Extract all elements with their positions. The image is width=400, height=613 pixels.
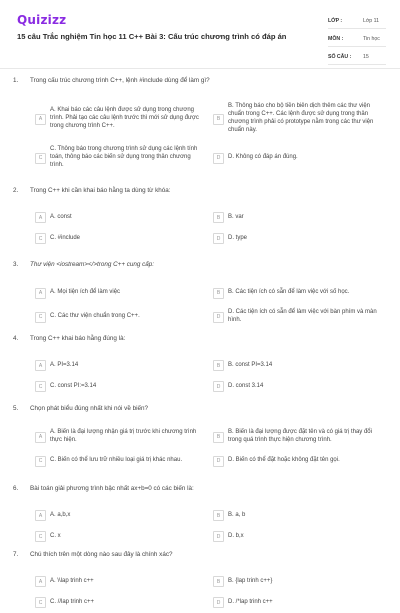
question-number: 7. <box>13 551 19 558</box>
meta-box <box>328 13 386 67</box>
question-header <box>0 551 400 571</box>
option-d[interactable] <box>213 305 390 329</box>
question-text: Thư viện <iostream></>trong C++ cung cấp: <box>30 261 155 268</box>
option-letter: B <box>213 212 224 223</box>
option-d[interactable] <box>213 592 390 613</box>
question-number: 5. <box>13 405 19 412</box>
question-text: Bài toán giải phương trình bậc nhất ax+b=0 có các biến là: <box>30 485 194 492</box>
option-letter: B <box>213 576 224 587</box>
option-letter: A <box>35 432 46 443</box>
question-text: Trong C++ khai báo hằng đúng là: <box>30 335 126 342</box>
option-letter: C <box>35 153 46 164</box>
options <box>35 571 390 613</box>
option-d[interactable] <box>213 526 390 547</box>
option-text: B. const PI=3.14 <box>228 361 273 368</box>
option-b[interactable] <box>213 97 390 141</box>
option-text: D. Các tiện ích có sẵn để làm việc với bàn phím và màn hình. <box>228 309 377 323</box>
option-text: C. //lap trinh c++ <box>50 598 95 605</box>
meta-value: 15 <box>363 53 369 60</box>
option-c[interactable] <box>35 228 213 249</box>
option-letter: A <box>35 576 46 587</box>
option-a[interactable] <box>35 505 213 526</box>
meta-label: SỐ CÂU : <box>328 53 352 60</box>
question-7 <box>0 551 400 611</box>
meta-value: Lớp 11 <box>363 17 379 24</box>
option-letter: D <box>213 153 224 164</box>
page-title: 15 câu Trắc nghiệm Tin học 11 C++ Bài 3: Cấu trúc chương trình có đáp án <box>17 32 287 41</box>
option-text: B. {lap trinh c++} <box>228 577 273 584</box>
option-c[interactable] <box>35 449 213 473</box>
question-text: Chú thích trên một dòng nào sau đây là chính xác? <box>30 551 173 558</box>
option-text: B. Các tiện ích có sẵn để làm việc với số học. <box>228 289 350 296</box>
question-1 <box>0 77 400 187</box>
question-number: 6. <box>13 485 19 492</box>
option-text: B. Thông báo cho bộ tiền biên dịch thêm các thư viện chuẩn trong C++. Các lệnh được sử dụng trong thân chương trình phải có prototype nằm trong các thư viện chuẩn này. <box>228 103 374 133</box>
question-3 <box>0 261 400 335</box>
option-text: C. Các thư viện chuẩn trong C++. <box>50 313 140 320</box>
option-d[interactable] <box>213 141 390 175</box>
meta-label: MÔN : <box>328 35 344 42</box>
option-letter: D <box>213 531 224 542</box>
question-4 <box>0 335 400 405</box>
option-letter: D <box>213 597 224 608</box>
question-number: 3. <box>13 261 19 268</box>
option-letter: B <box>213 510 224 521</box>
question-text: Chọn phát biểu đúng nhất khi nói về biến? <box>30 405 148 412</box>
option-letter: C <box>35 456 46 467</box>
meta-value: Tin học <box>363 35 380 42</box>
meta-label: LỚP : <box>328 17 343 24</box>
option-text: A. Biến là đại lượng nhận giá trị trước khi chương trình thực hiện. <box>50 429 197 443</box>
option-d[interactable] <box>213 228 390 249</box>
question-list <box>0 77 400 611</box>
question-header <box>0 187 400 207</box>
option-d[interactable] <box>213 449 390 473</box>
option-text: B. var <box>228 213 244 220</box>
option-text: A. \\lap trinh c++ <box>50 577 94 584</box>
option-text: C. const PI:=3.14 <box>50 382 97 389</box>
options <box>35 505 390 547</box>
option-a[interactable] <box>35 355 213 376</box>
header-divider <box>0 68 400 69</box>
option-letter: C <box>35 381 46 392</box>
question-header <box>0 335 400 355</box>
options <box>35 425 390 473</box>
option-a[interactable] <box>35 207 213 228</box>
option-letter: A <box>35 360 46 371</box>
question-text: Trong cấu trúc chương trình C++, lệnh #include dùng để làm gì? <box>30 77 210 84</box>
options <box>35 97 390 175</box>
option-letter: A <box>35 510 46 521</box>
option-text: C. #include <box>50 234 81 241</box>
meta-subject-row <box>328 31 386 47</box>
option-letter: C <box>35 233 46 244</box>
option-text: A. Mọi tiện ích để làm việc <box>50 289 121 296</box>
option-letter: D <box>213 456 224 467</box>
question-header <box>0 77 400 97</box>
option-text: D. b,x <box>228 532 244 539</box>
option-text: D. Không có đáp án đúng. <box>228 154 298 161</box>
options <box>35 207 390 249</box>
option-c[interactable] <box>35 376 213 397</box>
option-a[interactable] <box>35 425 213 449</box>
option-c[interactable] <box>35 592 213 613</box>
quizizz-logo: Quizizz <box>17 13 67 27</box>
question-5 <box>0 405 400 485</box>
option-text: D. const 3.14 <box>228 382 264 389</box>
option-text: A. a,b,x <box>50 511 71 518</box>
question-text: Trong C++ khi cần khai báo hằng ta dùng từ khóa: <box>30 187 171 194</box>
question-number: 1. <box>13 77 19 84</box>
option-text: C. Biến có thể lưu trữ nhiều loại giá trị khác nhau. <box>50 457 183 464</box>
option-text: C. Thông báo trong chương trình sử dụng các lệnh tính toán, thông báo các biến sử dụng trong thân chương trình. <box>50 146 198 168</box>
option-b[interactable] <box>213 571 390 592</box>
question-number: 2. <box>13 187 19 194</box>
option-letter: D <box>213 233 224 244</box>
option-letter: B <box>213 360 224 371</box>
option-b[interactable] <box>213 355 390 376</box>
option-c[interactable] <box>35 526 213 547</box>
option-text: A. Khai báo các câu lệnh được sử dụng trong chương trình. Phải tạo các câu lệnh trước thì mới sử dụng được trong chương trình C++. <box>50 107 199 129</box>
option-text: C. x <box>50 532 61 539</box>
question-6 <box>0 485 400 551</box>
option-text: A. PI=3.14 <box>50 361 79 368</box>
option-letter: A <box>35 114 46 125</box>
question-header <box>0 261 400 281</box>
option-letter: A <box>35 288 46 299</box>
option-b[interactable] <box>213 425 390 449</box>
option-text: D. Biến có thể đặt hoặc không đặt tên gọi. <box>228 457 340 464</box>
option-a[interactable] <box>35 281 213 305</box>
option-letter: C <box>35 531 46 542</box>
option-text: A. const <box>50 213 72 220</box>
option-c[interactable] <box>35 141 213 175</box>
question-header <box>0 485 400 505</box>
option-c[interactable] <box>35 305 213 329</box>
option-letter: C <box>35 312 46 323</box>
option-text: B. a, b <box>228 511 246 518</box>
option-letter: A <box>35 212 46 223</box>
meta-class-row <box>328 13 386 29</box>
option-b[interactable] <box>213 505 390 526</box>
question-header <box>0 405 400 425</box>
option-b[interactable] <box>213 207 390 228</box>
option-text: D. type <box>228 234 248 241</box>
option-letter: D <box>213 312 224 323</box>
option-a[interactable] <box>35 97 213 141</box>
option-b[interactable] <box>213 281 390 305</box>
option-letter: B <box>213 432 224 443</box>
options <box>35 355 390 397</box>
option-a[interactable] <box>35 571 213 592</box>
option-letter: C <box>35 597 46 608</box>
option-d[interactable] <box>213 376 390 397</box>
option-letter: B <box>213 114 224 125</box>
option-text: D. /*lap trinh c++ <box>228 598 273 605</box>
option-text: B. Biến là đại lượng được đặt tên và có giá trị thay đổi trong quá trình thực hiện chương trình. <box>228 429 372 443</box>
question-2 <box>0 187 400 261</box>
options <box>35 281 390 329</box>
option-letter: B <box>213 288 224 299</box>
meta-count-row <box>328 49 386 65</box>
option-letter: D <box>213 381 224 392</box>
question-number: 4. <box>13 335 19 342</box>
